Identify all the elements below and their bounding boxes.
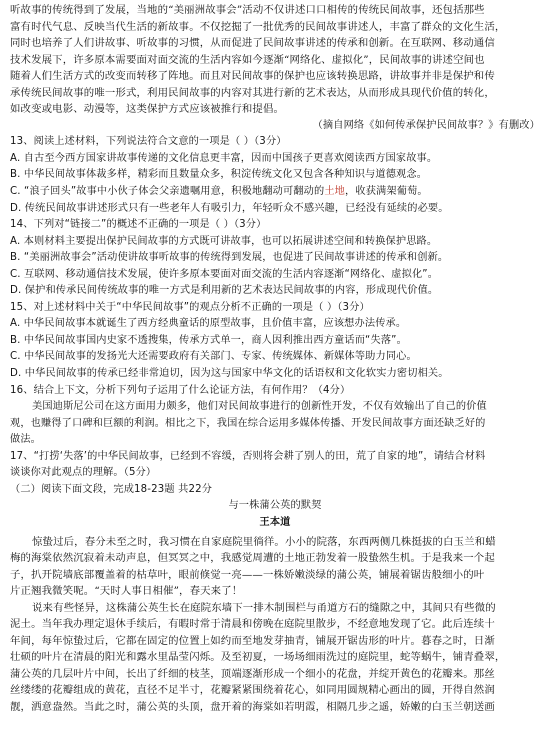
option-b: B. “美丽洲故事会”活动使讲故事听故事的传统得到发展，也促进了民间故事讲述的传承和创新。 <box>10 252 449 264</box>
highlighted-word: 土地 <box>324 186 346 198</box>
passage-line: 富有时代气息、反映当代生活的新故事。不仅挖掘了一批优秀的民间故事讲述人，丰富了群众的文化生活， <box>10 20 506 33</box>
option-b: B. 中华民间故事体裁多样，精彩而且数量众多，积淀传统文化又包含各种知识与道德观念。 <box>10 169 428 181</box>
option-d: D. 传统民间故事讲述形式只有一些老年人有吸引力，年轻听众不感兴趣，已经没有延续的必要。 <box>10 202 449 214</box>
option-a: A. 自古至今西方国家讲故事传递的文化信息更丰富，因而中国孩子更喜欢阅读西方国家故事。 <box>10 152 438 164</box>
option-c: C. 中华民间故事的发扬光大还需要政府有关部门、专家、传统媒体、新媒体等助力同心。 <box>10 351 417 363</box>
passage-line: 如改变或电影、动漫等，这类保护方式应该被推行和提倡。 <box>10 103 285 116</box>
paragraph-line: 片正翘我微笑呢。“天时人事日相催”，春天来了！ <box>10 585 243 598</box>
question-stem-cont: 谈谈你对此观点的理解。（5分） <box>10 467 157 479</box>
paragraph-line: 子，扒开院墙底部覆盖着的枯草叶，眼前倏觉一亮——一株娇嫩淡绿的蒲公英，铺展着锯齿般细小的叶 <box>10 568 485 581</box>
question-stem: 15、对上述材料中关于“中华民间故事”的观点分析不正确的一项是（ ）（3分） <box>10 301 370 313</box>
passage-line: 承传统民间故事的唯一形式，利用民间故事的内容对其进行新的艺术表达，从而形成具现代价值的转化， <box>10 86 495 99</box>
section-2 <box>10 482 540 716</box>
article-title: 与一株蒲公英的默契 <box>228 500 322 512</box>
passage-line: 同时也培养了人们讲故事、听故事的习惯，从而促进了民间故事讲述的传承和创新。在互联网、移动通信 <box>10 37 495 50</box>
question-14 <box>10 217 540 300</box>
article-author: 王本道 <box>259 516 291 528</box>
option-c-tail: ，收获满架葡萄。 <box>345 186 428 198</box>
question-15 <box>10 300 540 383</box>
paragraph-line: 蒲公英的几层叶片中间，长出了纤细的枝茎，顶端逐渐形成一个细小的花盘，并绽开黄色的花瓣来。那丝 <box>10 667 495 680</box>
option-b: B. 中华民间故事国内史家不透搜集，传承方式单一，商人因利推出西方童话而“失落”。 <box>10 334 407 346</box>
option-c: C. 互联网、移动通信技术发展，使许多原本要面对面交流的生活内容逐渐“网络化、虚拟化”。 <box>10 268 439 280</box>
question-stem: 13、阅读上述材料，下列说法符合文意的一项是（ ）（3分） <box>10 136 287 148</box>
paragraph-line: 丝缕缕的花瓣组成的黄花，直径不足半寸，花瓣紧紧围绕着花心，如同用圆规精心画出的圆，开得自然润 <box>10 684 495 697</box>
option-d: D. 保护和传承民间传统故事的唯一方式是利用新的艺术表达民间故事的内容，形成现代价值。 <box>10 285 439 297</box>
paragraph-line: 壮硕的叶片在清晨的阳光和露水里晶莹闪烁。及至初夏，一场场细雨洗过的庭院里，蛇等蜗牛，铺青叠翠， <box>10 651 506 664</box>
passage-line: 听故事的传统得到了发展，当地的“美丽洲故事会”活动不仅讲述口口相传的传统民间故事，还包括那些 <box>10 4 485 16</box>
option-c <box>10 184 540 201</box>
question-16 <box>10 383 540 449</box>
paragraph-line: 梅的海棠依然沉寂着未动声息，但冥冥之中，我感觉周遭的土地正勃发着一股蛰然生机。于是我来一个起 <box>10 552 495 565</box>
quoted-sentence: 观，也赚得了口碑和巨额的利润。相比之下，我国在综合运用多媒体传播、开发民间故事方面还缺乏好的 <box>10 417 486 429</box>
question-stem: 17、“打捞‘失落’的中华民间故事，已经到不容缓，否则将会耕了别人的田，荒了自家的地”，请结合材料 <box>10 450 486 462</box>
quoted-sentence: 做法。 <box>10 434 42 446</box>
paragraph-line: 年间，每年惊蛰过后，它都在固定的位置上如约而至地发芽抽青，铺展开锯齿形的叶片。暮春之时，日渐 <box>10 634 495 647</box>
quoted-sentence: 美国迪斯尼公司在这方面用力颇多，他们对民间故事进行的创新性开发，不仅有效输出了自己的价值 <box>32 401 487 413</box>
question-13 <box>10 134 540 217</box>
paragraph-line: 泥土。当年我办理定退休手续后，有暇时常于清晨和傍晚在庭院里散步，不经意地发现了它。此后连续十 <box>10 618 495 631</box>
passage-source: （摘自网络《如何传承保护民间故事？》有删改） <box>312 119 540 131</box>
passage-line: 技术发展下，许多原本需要面对面交流的生活内容如今逐渐“网络化、虚拟化”，民间故事的讲述空间也 <box>10 53 485 66</box>
paragraph-line: 惊蛰过后，春分未至之时，我习惯在自家庭院里徜徉。小小的院落，东西两侧几株挺拔的白玉兰和蜡 <box>32 535 496 548</box>
option-c-text: C. “浪子回头”故事中小伙子体会父亲遗嘱用意，积极地翻动可翻动的 <box>10 186 325 198</box>
option-a: A. 本则材料主要提出保护民间故事的方式既可讲故事，也可以拓展讲述空间和转换保护思路。 <box>10 235 438 247</box>
question-stem: 16、结合上下文，分析下列句子运用了什么论证方法，有何作用？（4分） <box>10 384 351 396</box>
section-header: （二）阅读下面文段，完成18-23题 共22分 <box>10 483 213 495</box>
paragraph-line: 说来有些怪异，这株蒲公英生长在庭院东墙下一排木制围栏与甬道方石的缝隙之中，其间只有些微的 <box>32 601 496 614</box>
option-a: A. 中华民间故事本就诞生了西方经典童话的原型故事，且价值丰富，应该想办法传承。 <box>10 318 407 330</box>
question-17 <box>10 449 540 482</box>
question-stem: 14、下列对“链接二”的概述不正确的一项是（ ）（3分） <box>10 219 267 231</box>
passage-text <box>10 2 540 134</box>
passage-line: 随着人们生活方式的改变而转移了阵地。而且对民间故事的保护也应该转换思路，讲故事并非是保护和传 <box>10 70 495 83</box>
paragraph-line: 靓，洒意盎然。当此之时，蒲公英的头顶，盘开着的海棠如若明霞，相隔几步之遥，娇嫩的白玉兰朝送画 <box>10 700 495 713</box>
option-d: D. 中华民间故事的传承已经非常迫切，因为这与国家中华文化的话语权和文化软实力密切相关。 <box>10 368 449 380</box>
